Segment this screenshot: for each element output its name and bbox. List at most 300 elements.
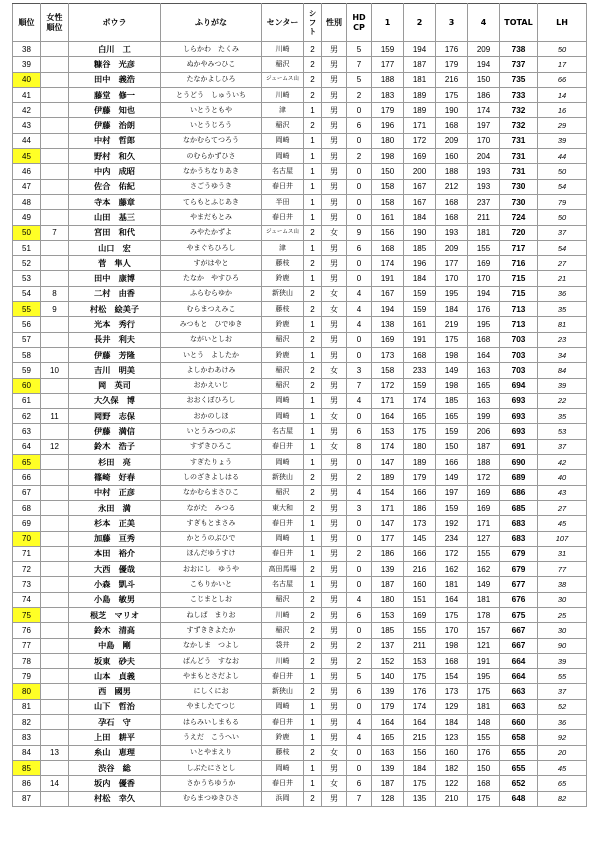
table-row bbox=[13, 424, 587, 439]
bowler-name: 中村 哲郎 bbox=[69, 133, 161, 148]
shift-cell: 2 bbox=[304, 470, 322, 485]
table-row bbox=[13, 164, 587, 179]
rank-cell: 56 bbox=[13, 317, 41, 332]
hdcp-cell: 0 bbox=[347, 271, 372, 286]
table-body bbox=[13, 42, 587, 807]
center-cell: 春日井 bbox=[262, 439, 304, 454]
game-2-score: 200 bbox=[404, 164, 436, 179]
rank-cell: 68 bbox=[13, 500, 41, 515]
game-3-score: 149 bbox=[436, 363, 468, 378]
table-row bbox=[13, 332, 587, 347]
women-rank-cell bbox=[41, 577, 69, 592]
game-3-score: 160 bbox=[436, 745, 468, 760]
lh-cell: 36 bbox=[538, 286, 587, 301]
furigana-cell: やましたてつじ bbox=[161, 699, 262, 714]
rank-cell: 38 bbox=[13, 42, 41, 57]
game-3-score: 182 bbox=[436, 760, 468, 775]
women-rank-cell bbox=[41, 317, 69, 332]
game-1-score: 158 bbox=[372, 363, 404, 378]
game-4-score: 170 bbox=[468, 133, 500, 148]
header-bowler: ボウラ bbox=[69, 4, 161, 42]
game-2-score: 159 bbox=[404, 302, 436, 317]
women-rank-cell bbox=[41, 118, 69, 133]
rank-cell: 74 bbox=[13, 592, 41, 607]
center-cell: 津 bbox=[262, 240, 304, 255]
game-1-score: 153 bbox=[372, 424, 404, 439]
total-score: 703 bbox=[500, 363, 538, 378]
women-rank-cell bbox=[41, 623, 69, 638]
game-1-score: 180 bbox=[372, 133, 404, 148]
bowler-name: 永田 満 bbox=[69, 500, 161, 515]
center-cell: 春日井 bbox=[262, 516, 304, 531]
lh-cell: 38 bbox=[538, 577, 587, 592]
table-row bbox=[13, 500, 587, 515]
rank-cell: 48 bbox=[13, 194, 41, 209]
gender-cell: 男 bbox=[322, 607, 347, 622]
shift-cell: 1 bbox=[304, 699, 322, 714]
lh-cell: 84 bbox=[538, 363, 587, 378]
rank-cell: 72 bbox=[13, 562, 41, 577]
game-1-score: 188 bbox=[372, 72, 404, 87]
game-2-score: 179 bbox=[404, 470, 436, 485]
furigana-cell: なかむらまさひこ bbox=[161, 485, 262, 500]
table-row bbox=[13, 149, 587, 164]
gender-cell: 男 bbox=[322, 653, 347, 668]
center-cell: 名古屋 bbox=[262, 577, 304, 592]
bowler-name: 小島 敏男 bbox=[69, 592, 161, 607]
hdcp-cell: 0 bbox=[347, 455, 372, 470]
table-row bbox=[13, 699, 587, 714]
table-row bbox=[13, 194, 587, 209]
hdcp-cell: 4 bbox=[347, 393, 372, 408]
center-cell: 名古屋 bbox=[262, 164, 304, 179]
game-4-score: 191 bbox=[468, 653, 500, 668]
table-row bbox=[13, 72, 587, 87]
rank-cell: 60 bbox=[13, 378, 41, 393]
table-row bbox=[13, 607, 587, 622]
total-score: 715 bbox=[500, 271, 538, 286]
hdcp-cell: 0 bbox=[347, 623, 372, 638]
total-score: 683 bbox=[500, 531, 538, 546]
game-1-score: 177 bbox=[372, 531, 404, 546]
game-2-score: 189 bbox=[404, 103, 436, 118]
game-4-score: 169 bbox=[468, 485, 500, 500]
gender-cell: 男 bbox=[322, 347, 347, 362]
lh-cell: 82 bbox=[538, 791, 587, 806]
gender-cell: 男 bbox=[322, 699, 347, 714]
hdcp-cell: 4 bbox=[347, 317, 372, 332]
lh-cell: 22 bbox=[538, 393, 587, 408]
rank-cell: 54 bbox=[13, 286, 41, 301]
total-score: 664 bbox=[500, 653, 538, 668]
game-2-score: 186 bbox=[404, 500, 436, 515]
game-1-score: 158 bbox=[372, 194, 404, 209]
rank-cell: 55 bbox=[13, 302, 41, 317]
bowler-name: 杉本 正美 bbox=[69, 516, 161, 531]
gender-cell: 男 bbox=[322, 256, 347, 271]
hdcp-cell: 0 bbox=[347, 760, 372, 775]
rank-cell: 80 bbox=[13, 684, 41, 699]
hdcp-cell: 4 bbox=[347, 286, 372, 301]
hdcp-cell: 0 bbox=[347, 256, 372, 271]
women-rank-cell: 14 bbox=[41, 776, 69, 791]
gender-cell: 男 bbox=[322, 760, 347, 775]
gender-cell: 男 bbox=[322, 149, 347, 164]
game-2-score: 184 bbox=[404, 210, 436, 225]
total-score: 691 bbox=[500, 439, 538, 454]
women-rank-cell bbox=[41, 592, 69, 607]
women-rank-cell: 13 bbox=[41, 745, 69, 760]
game-4-score: 169 bbox=[468, 256, 500, 271]
game-1-score: 139 bbox=[372, 684, 404, 699]
total-score: 686 bbox=[500, 485, 538, 500]
game-4-score: 186 bbox=[468, 87, 500, 102]
center-cell: 春日井 bbox=[262, 546, 304, 561]
game-3-score: 197 bbox=[436, 485, 468, 500]
game-3-score: 159 bbox=[436, 500, 468, 515]
total-score: 703 bbox=[500, 332, 538, 347]
game-4-score: 181 bbox=[468, 699, 500, 714]
game-1-score: 164 bbox=[372, 409, 404, 424]
furigana-cell: てらもとふじあき bbox=[161, 194, 262, 209]
bowler-name: 鈴木 清高 bbox=[69, 623, 161, 638]
shift-cell: 1 bbox=[304, 730, 322, 745]
game-4-score: 155 bbox=[468, 546, 500, 561]
center-cell: 春日井 bbox=[262, 669, 304, 684]
lh-cell: 37 bbox=[538, 684, 587, 699]
hdcp-cell: 8 bbox=[347, 439, 372, 454]
lh-cell: 14 bbox=[538, 87, 587, 102]
women-rank-cell bbox=[41, 470, 69, 485]
bowler-name: 上田 耕平 bbox=[69, 730, 161, 745]
game-2-score: 216 bbox=[404, 562, 436, 577]
bowler-name: 長井 利夫 bbox=[69, 332, 161, 347]
rank-cell: 65 bbox=[13, 455, 41, 470]
game-4-score: 174 bbox=[468, 103, 500, 118]
game-3-score: 175 bbox=[436, 87, 468, 102]
furigana-cell: さかうちゆうか bbox=[161, 776, 262, 791]
furigana-cell: しのざきよしはる bbox=[161, 470, 262, 485]
gender-cell: 男 bbox=[322, 562, 347, 577]
lh-cell: 39 bbox=[538, 378, 587, 393]
total-score: 663 bbox=[500, 699, 538, 714]
bowler-name: 岡野 志保 bbox=[69, 409, 161, 424]
lh-cell: 17 bbox=[538, 57, 587, 72]
bowler-name: 根芝 マリオ bbox=[69, 607, 161, 622]
game-3-score: 209 bbox=[436, 133, 468, 148]
furigana-cell: いとやまえり bbox=[161, 745, 262, 760]
bowler-name: 吉川 明美 bbox=[69, 363, 161, 378]
game-4-score: 194 bbox=[468, 57, 500, 72]
furigana-cell: すがはやと bbox=[161, 256, 262, 271]
game-2-score: 172 bbox=[404, 133, 436, 148]
lh-cell: 45 bbox=[538, 760, 587, 775]
gender-cell: 女 bbox=[322, 302, 347, 317]
gender-cell: 男 bbox=[322, 485, 347, 500]
lh-cell: 31 bbox=[538, 546, 587, 561]
hdcp-cell: 2 bbox=[347, 638, 372, 653]
table-row bbox=[13, 103, 587, 118]
bowler-name: 田中 義浩 bbox=[69, 72, 161, 87]
game-4-score: 168 bbox=[468, 776, 500, 791]
table-row bbox=[13, 516, 587, 531]
total-score: 655 bbox=[500, 745, 538, 760]
game-1-score: 173 bbox=[372, 347, 404, 362]
table-row bbox=[13, 87, 587, 102]
furigana-cell: なかしま つよし bbox=[161, 638, 262, 653]
bowler-name: 岡 英司 bbox=[69, 378, 161, 393]
rank-cell: 67 bbox=[13, 485, 41, 500]
table-row bbox=[13, 286, 587, 301]
hdcp-cell: 0 bbox=[347, 103, 372, 118]
game-3-score: 190 bbox=[436, 103, 468, 118]
game-3-score: 149 bbox=[436, 470, 468, 485]
header-rank: 順位 bbox=[13, 4, 41, 42]
gender-cell: 男 bbox=[322, 669, 347, 684]
shift-cell: 2 bbox=[304, 302, 322, 317]
table-row bbox=[13, 240, 587, 255]
furigana-cell: おおにし ゆうや bbox=[161, 562, 262, 577]
game-4-score: 155 bbox=[468, 240, 500, 255]
table-row bbox=[13, 760, 587, 775]
table-row bbox=[13, 347, 587, 362]
total-score: 713 bbox=[500, 317, 538, 332]
table-row bbox=[13, 256, 587, 271]
lh-cell: 81 bbox=[538, 317, 587, 332]
gender-cell: 男 bbox=[322, 623, 347, 638]
furigana-cell: ながいとしお bbox=[161, 332, 262, 347]
game-1-score: 172 bbox=[372, 378, 404, 393]
bowler-name: 光本 秀行 bbox=[69, 317, 161, 332]
gender-cell: 女 bbox=[322, 409, 347, 424]
header-game-4: 4 bbox=[468, 4, 500, 42]
header-row bbox=[13, 4, 587, 42]
furigana-cell: おかえいじ bbox=[161, 378, 262, 393]
lh-cell: 37 bbox=[538, 439, 587, 454]
women-rank-cell bbox=[41, 546, 69, 561]
game-3-score: 168 bbox=[436, 210, 468, 225]
furigana-cell: すぎもとまさみ bbox=[161, 516, 262, 531]
total-score: 655 bbox=[500, 760, 538, 775]
rank-cell: 66 bbox=[13, 470, 41, 485]
game-2-score: 191 bbox=[404, 332, 436, 347]
gender-cell: 女 bbox=[322, 776, 347, 791]
game-2-score: 167 bbox=[404, 194, 436, 209]
lh-cell: 29 bbox=[538, 118, 587, 133]
bowler-name: 大西 優哉 bbox=[69, 562, 161, 577]
game-1-score: 171 bbox=[372, 500, 404, 515]
rank-cell: 64 bbox=[13, 439, 41, 454]
lh-cell: 23 bbox=[538, 332, 587, 347]
game-4-score: 188 bbox=[468, 455, 500, 470]
furigana-cell: おおくぼひろし bbox=[161, 393, 262, 408]
center-cell: 岡崎 bbox=[262, 455, 304, 470]
women-rank-cell: 7 bbox=[41, 225, 69, 240]
bowler-name: 山下 哲治 bbox=[69, 699, 161, 714]
game-1-score: 153 bbox=[372, 607, 404, 622]
shift-cell: 1 bbox=[304, 194, 322, 209]
game-4-score: 206 bbox=[468, 424, 500, 439]
lh-cell: 55 bbox=[538, 669, 587, 684]
table-row bbox=[13, 57, 587, 72]
gender-cell: 男 bbox=[322, 516, 347, 531]
bowler-name: 山本 貞義 bbox=[69, 669, 161, 684]
game-3-score: 184 bbox=[436, 302, 468, 317]
game-3-score: 212 bbox=[436, 179, 468, 194]
furigana-cell: いとう よしたか bbox=[161, 347, 262, 362]
shift-cell: 2 bbox=[304, 653, 322, 668]
center-cell: 藤枝 bbox=[262, 256, 304, 271]
rank-cell: 79 bbox=[13, 669, 41, 684]
lh-cell: 90 bbox=[538, 638, 587, 653]
lh-cell: 39 bbox=[538, 653, 587, 668]
rank-cell: 77 bbox=[13, 638, 41, 653]
rank-cell: 62 bbox=[13, 409, 41, 424]
total-score: 730 bbox=[500, 179, 538, 194]
shift-cell: 1 bbox=[304, 546, 322, 561]
game-1-score: 163 bbox=[372, 745, 404, 760]
lh-cell: 35 bbox=[538, 302, 587, 317]
game-1-score: 147 bbox=[372, 455, 404, 470]
hdcp-cell: 0 bbox=[347, 745, 372, 760]
game-4-score: 148 bbox=[468, 715, 500, 730]
bowler-name: 西 國男 bbox=[69, 684, 161, 699]
game-1-score: 150 bbox=[372, 164, 404, 179]
game-3-score: 123 bbox=[436, 730, 468, 745]
game-1-score: 187 bbox=[372, 577, 404, 592]
bowler-name: 中村 正彦 bbox=[69, 485, 161, 500]
shift-cell: 1 bbox=[304, 133, 322, 148]
shift-cell: 1 bbox=[304, 669, 322, 684]
game-3-score: 216 bbox=[436, 72, 468, 87]
gender-cell: 男 bbox=[322, 470, 347, 485]
total-score: 685 bbox=[500, 500, 538, 515]
game-4-score: 181 bbox=[468, 592, 500, 607]
women-rank-cell bbox=[41, 562, 69, 577]
game-3-score: 122 bbox=[436, 776, 468, 791]
game-3-score: 150 bbox=[436, 439, 468, 454]
furigana-cell: ほんだゆうすけ bbox=[161, 546, 262, 561]
lh-cell: 54 bbox=[538, 240, 587, 255]
game-1-score: 169 bbox=[372, 332, 404, 347]
lh-cell: 54 bbox=[538, 179, 587, 194]
center-cell: 岡崎 bbox=[262, 531, 304, 546]
shift-cell: 1 bbox=[304, 347, 322, 362]
header-game-2: 2 bbox=[404, 4, 436, 42]
game-3-score: 176 bbox=[436, 42, 468, 57]
game-1-score: 179 bbox=[372, 103, 404, 118]
game-1-score: 152 bbox=[372, 653, 404, 668]
shift-cell: 2 bbox=[304, 256, 322, 271]
table-row bbox=[13, 745, 587, 760]
bowler-name: 孕石 守 bbox=[69, 715, 161, 730]
game-2-score: 174 bbox=[404, 393, 436, 408]
game-4-score: 150 bbox=[468, 760, 500, 775]
rank-cell: 43 bbox=[13, 118, 41, 133]
table-row bbox=[13, 393, 587, 408]
game-3-score: 170 bbox=[436, 271, 468, 286]
center-cell: 岡崎 bbox=[262, 393, 304, 408]
women-rank-cell bbox=[41, 72, 69, 87]
game-4-score: 169 bbox=[468, 500, 500, 515]
total-score: 693 bbox=[500, 424, 538, 439]
rank-cell: 42 bbox=[13, 103, 41, 118]
rank-cell: 51 bbox=[13, 240, 41, 255]
bowler-name: 杉田 亮 bbox=[69, 455, 161, 470]
bowler-name: 寺本 藤章 bbox=[69, 194, 161, 209]
bowler-name: 伊藤 知也 bbox=[69, 103, 161, 118]
gender-cell: 男 bbox=[322, 72, 347, 87]
hdcp-cell: 0 bbox=[347, 531, 372, 546]
table-row bbox=[13, 669, 587, 684]
game-4-score: 165 bbox=[468, 378, 500, 393]
furigana-cell: にしくにお bbox=[161, 684, 262, 699]
rank-cell: 83 bbox=[13, 730, 41, 745]
game-4-score: 199 bbox=[468, 409, 500, 424]
furigana-cell: のむらかずひさ bbox=[161, 149, 262, 164]
table-row bbox=[13, 455, 587, 470]
furigana-cell: しぶたにさとし bbox=[161, 760, 262, 775]
table-row bbox=[13, 470, 587, 485]
shift-cell: 2 bbox=[304, 378, 322, 393]
game-4-score: 170 bbox=[468, 271, 500, 286]
bowler-name: 加藤 亘秀 bbox=[69, 531, 161, 546]
rank-cell: 73 bbox=[13, 577, 41, 592]
rank-cell: 87 bbox=[13, 791, 41, 806]
hdcp-cell: 2 bbox=[347, 87, 372, 102]
center-cell: 川崎 bbox=[262, 653, 304, 668]
furigana-cell: ばんどう すなお bbox=[161, 653, 262, 668]
total-score: 676 bbox=[500, 592, 538, 607]
furigana-cell: ながた みつる bbox=[161, 500, 262, 515]
game-4-score: 181 bbox=[468, 225, 500, 240]
lh-cell: 37 bbox=[538, 225, 587, 240]
center-cell: 藤枝 bbox=[262, 745, 304, 760]
lh-cell: 25 bbox=[538, 607, 587, 622]
total-score: 716 bbox=[500, 256, 538, 271]
game-1-score: 187 bbox=[372, 776, 404, 791]
women-rank-cell: 9 bbox=[41, 302, 69, 317]
gender-cell: 女 bbox=[322, 439, 347, 454]
game-4-score: 155 bbox=[468, 730, 500, 745]
bowler-name: 糸山 恵理 bbox=[69, 745, 161, 760]
game-4-score: 195 bbox=[468, 669, 500, 684]
furigana-cell: さごうゆうき bbox=[161, 179, 262, 194]
game-2-score: 155 bbox=[404, 623, 436, 638]
total-score: 731 bbox=[500, 149, 538, 164]
table-row bbox=[13, 684, 587, 699]
hdcp-cell: 2 bbox=[347, 470, 372, 485]
game-1-score: 174 bbox=[372, 439, 404, 454]
game-4-score: 237 bbox=[468, 194, 500, 209]
game-3-score: 193 bbox=[436, 225, 468, 240]
hdcp-cell: 7 bbox=[347, 378, 372, 393]
furigana-cell: たなかよしひろ bbox=[161, 72, 262, 87]
furigana-cell: いとうみつのぶ bbox=[161, 424, 262, 439]
women-rank-cell bbox=[41, 378, 69, 393]
center-cell: ジェームス山 bbox=[262, 225, 304, 240]
center-cell: 稲沢 bbox=[262, 378, 304, 393]
shift-cell: 2 bbox=[304, 592, 322, 607]
gender-cell: 男 bbox=[322, 500, 347, 515]
total-score: 731 bbox=[500, 164, 538, 179]
rank-cell: 44 bbox=[13, 133, 41, 148]
hdcp-cell: 0 bbox=[347, 133, 372, 148]
center-cell: 鈴鹿 bbox=[262, 271, 304, 286]
lh-cell: 43 bbox=[538, 485, 587, 500]
total-score: 738 bbox=[500, 42, 538, 57]
game-2-score: 169 bbox=[404, 149, 436, 164]
